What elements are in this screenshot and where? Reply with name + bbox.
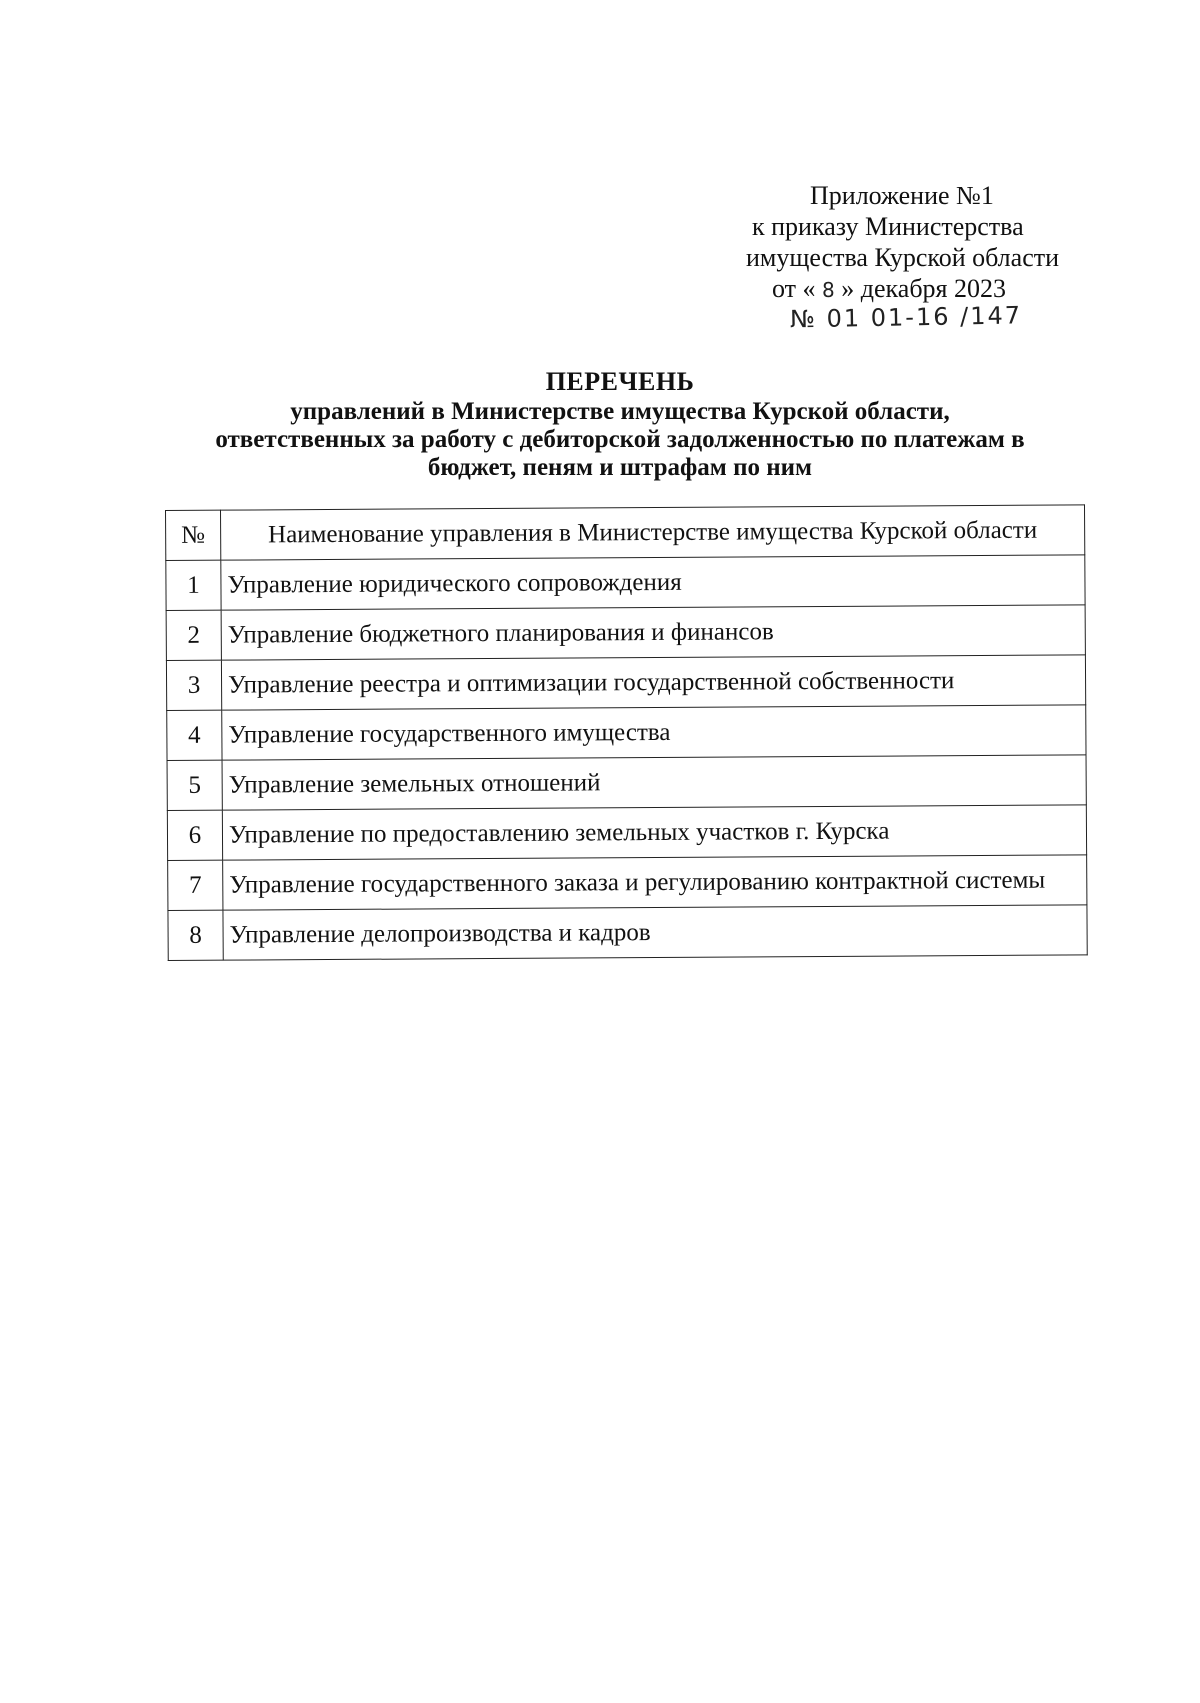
row-number: 4 <box>167 710 222 760</box>
number-handwritten: 01 01-16 /147 <box>826 301 1023 333</box>
row-number: 1 <box>166 560 221 610</box>
table-header-row <box>166 505 1085 561</box>
appendix-order-line: к приказу Министерства <box>752 212 1024 241</box>
document-subtitle-line-2: ответственных за работу с дебиторской задолженностью по платежам в <box>215 426 1025 453</box>
document-title: ПЕРЕЧЕНЬ <box>545 367 695 396</box>
table-row <box>167 805 1086 861</box>
row-department-name: Управление по предоставлению земельных участков г. Курска <box>222 805 1086 860</box>
row-number: 7 <box>168 860 223 910</box>
row-department-name: Управление государственного имущества <box>222 705 1086 760</box>
row-department-name: Управление реестра и оптимизации государственной собственности <box>221 655 1085 710</box>
row-number: 3 <box>166 660 221 710</box>
number-prefix: № <box>789 304 818 334</box>
row-number: 2 <box>166 610 221 660</box>
row-department-name: Управление земельных отношений <box>222 755 1086 810</box>
document-subtitle-line-1: управлений в Министерстве имущества Курской области, <box>290 398 950 425</box>
table-row <box>166 555 1085 611</box>
table-row <box>166 655 1085 711</box>
table-row <box>168 905 1087 961</box>
appendix-reference <box>700 180 1120 337</box>
row-department-name: Управление делопроизводства и кадров <box>223 905 1087 960</box>
document-title-block <box>160 368 1080 482</box>
table-row <box>168 855 1087 911</box>
departments-table <box>165 504 1088 961</box>
date-suffix: » декабря 2023 <box>841 274 1006 303</box>
header-num: № <box>166 510 221 560</box>
table-row <box>167 755 1086 811</box>
row-number: 6 <box>167 810 222 860</box>
table-row <box>167 705 1086 761</box>
row-number: 8 <box>168 910 223 960</box>
date-prefix: от « <box>772 274 816 303</box>
date-day-handwritten: 8 <box>822 278 835 302</box>
table-row <box>166 605 1085 661</box>
appendix-title: Приложение №1 <box>810 181 994 210</box>
row-department-name: Управление юридического сопровождения <box>221 555 1085 610</box>
row-number: 5 <box>167 760 222 810</box>
row-department-name: Управление бюджетного планирования и финансов <box>221 605 1085 660</box>
appendix-ministry-line: имущества Курской области <box>746 243 1060 272</box>
appendix-number-line <box>700 299 1120 337</box>
document-subtitle-line-3: бюджет, пеням и штрафам по ним <box>427 454 813 481</box>
row-department-name: Управление государственного заказа и регулированию контрактной системы <box>223 855 1087 910</box>
header-name: Наименование управления в Министерстве имущества Курской области <box>221 505 1085 560</box>
